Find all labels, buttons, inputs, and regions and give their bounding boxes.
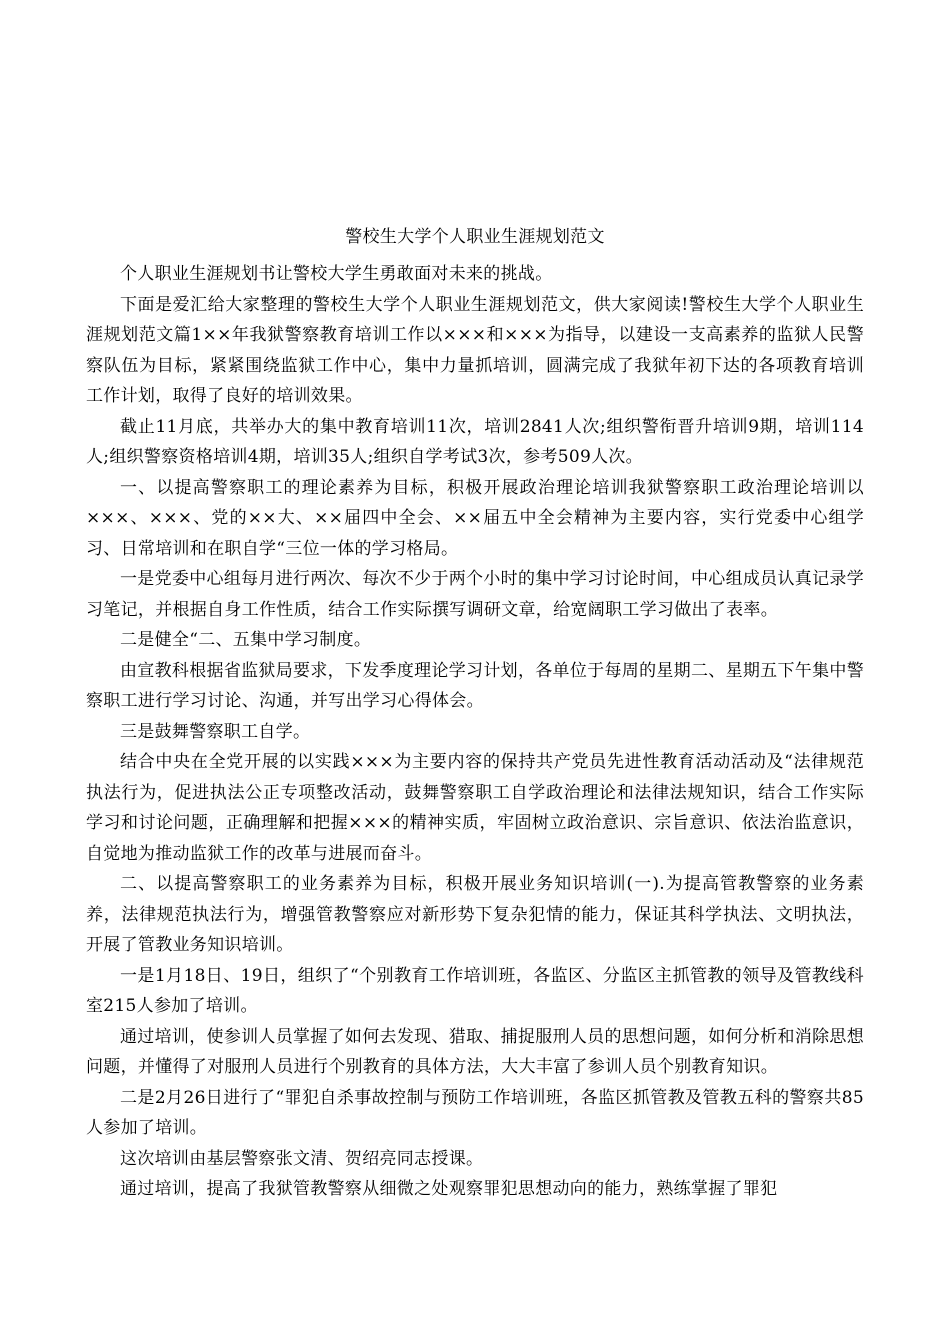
document-page <box>86 222 864 1205</box>
paragraph: 通过培训，使参训人员掌握了如何去发现、猎取、捕捉服刑人员的思想问题，如何分析和消除思想问题，并懂得了对服刑人员进行个别教育的具体方法，大大丰富了参训人员个别教育知识。 <box>86 1026 864 1077</box>
paragraph: 截止11月底，共举办大的集中教育培训11次，培训2841人次;组织警衔晋升培训9期，培训114人;组织警察资格培训4期，培训35人;组织自学考试3次，参考509人次。 <box>86 416 864 467</box>
paragraph: 二、以提高警察职工的业务素养为目标，积极开展业务知识培训(一).为提高管教警察的业务素养，法律规范执法行为，增强管教警察应对新形势下复杂犯情的能力，保证其科学执法、文明执法，开展了管教业务知识培训。 <box>86 874 864 955</box>
paragraph: 个人职业生涯规划书让警校大学生勇敢面对未来的挑战。 <box>120 264 553 284</box>
paragraph: 一是1月18日、19日，组织了“个别教育工作培训班，各监区、分监区主抓管教的领导及管教线科室215人参加了培训。 <box>86 965 864 1016</box>
paragraph: 结合中央在全党开展的以实践×××为主要内容的保持共产党员先进性教育活动活动及“法律规范执法行为，促进执法公正专项整改活动，鼓舞警察职工自学政治理论和法律法规知识，结合工作实际学习和讨论问题，正确理解和把握×××的精神实质，牢固树立政治意识、宗旨意识、依法治监意识，自觉地为推动监狱工作的改革与进展而奋斗。 <box>86 752 864 864</box>
document-title: 警校生大学个人职业生涯规划范文 <box>345 227 605 247</box>
paragraph: 二是健全“二、五集中学习制度。 <box>120 630 372 650</box>
paragraph: 一是党委中心组每月进行两次、每次不少于两个小时的集中学习讨论时间，中心组成员认真记录学习笔记，并根据自身工作性质，结合工作实际撰写调研文章，给宽阔职工学习做出了表率。 <box>86 569 864 620</box>
paragraph: 由宣教科根据省监狱局要求，下发季度理论学习计划，各单位于每周的星期二、星期五下午集中警察职工进行学习讨论、沟通，并写出学习心得体会。 <box>86 660 864 711</box>
paragraph: 这次培训由基层警察张文清、贺绍亮同志授课。 <box>120 1148 484 1169</box>
paragraph: 一、以提高警察职工的理论素养为目标，积极开展政治理论培训我狱警察职工政治理论培训以×××、×××、党的××大、××届四中全会、××届五中全会精神为主要内容，实行党委中心组学习、日常培训和在职自学“三位一体的学习格局。 <box>86 477 864 559</box>
paragraph: 三是鼓舞警察职工自学。 <box>120 721 311 742</box>
paragraph: 通过培训，提高了我狱管教警察从细微之处观察罪犯思想动向的能力，熟练掌握了罪犯 <box>120 1179 778 1199</box>
paragraph: 二是2月26日进行了“罪犯自杀事故控制与预防工作培训班，各监区抓管教及管教五科的警察共85人参加了培训。 <box>86 1087 864 1138</box>
paragraph: 下面是爱汇给大家整理的警校生大学个人职业生涯规划范文，供大家阅读!警校生大学个人职业生涯规划范文篇1××年我狱警察教育培训工作以×××和×××为指导，以建设一支高素养的监狱人民警察队伍为目标，紧紧围绕监狱工作中心，集中力量抓培训，圆满完成了我狱年初下达的各项教育培训工作计划，取得了良好的培训效果。 <box>86 294 864 406</box>
